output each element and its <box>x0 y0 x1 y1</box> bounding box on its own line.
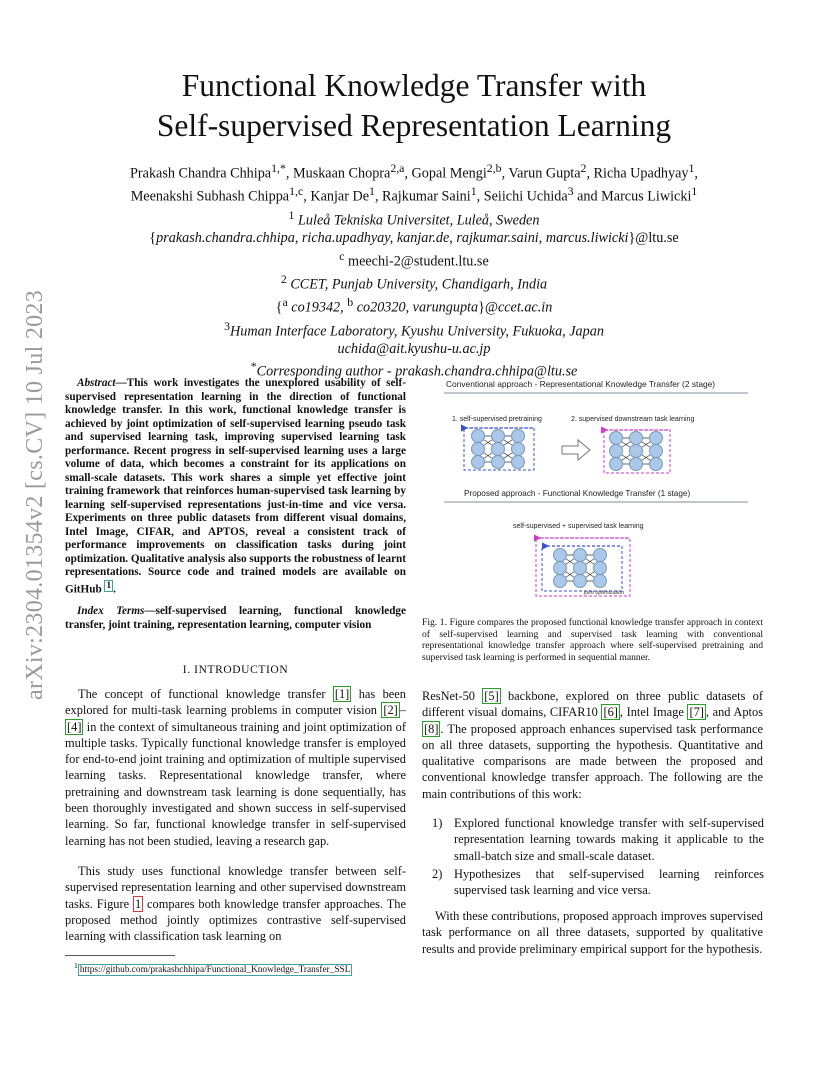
network-diagram-3 <box>554 549 607 588</box>
affiliation-1: $^1$ Luleå Tekniska Universitet, Luleå, Sweden <box>288 207 540 229</box>
email-line-2: $^c$ meechi-2@student.ltu.se <box>339 248 489 270</box>
intro-paragraph-3: ResNet-50 [5] backbone, explored on three public datasets of different visual domains, CIFAR10 [6] , Intel Image [7] , and Aptos [8] . The proposed approach enhances supervised task performance on all three datasets, supporting the hypothesis. Quantitative and qualitative comparisons are made between the proposed and conventional knowledge transfer approach. The following are the main contributions of this work: <box>422 689 764 801</box>
section-heading: I. INTRODUCTION <box>182 664 289 676</box>
footnote-mark: 1 <box>74 961 78 970</box>
author-line-1: Prakash Chandra Chhipa$^{1,*}$, Muskaan Chopra$^{2,a}$, Gopal Mengi$^{2,b}$, Varun Gupta$^2$, Richa Upadhyay$^1$, <box>130 161 698 182</box>
abstract-text: —This work investigates the unexplored usability of self-supervised representation learning in the direction of functional knowledge transfer. In this work, functional knowledge transfer is achieved by joint optimization of self-supervised learning pseudo task and supervised learning task, improving supervised learning task performance. Recent progress in self-supervised learning uses a large volume of data, which becomes a constraint for its applications on small-scale datasets. This work shares a simple yet effective joint training framework that reinforces human-supervised task learning by learning self-supervised representations just-in-time and vice versa. Experiments on three public datasets from different visual domains, Intel Image, CIFAR, and APTOS, reveal a consistent track of performance improvements on classification tasks during joint optimization. Qualitative analysis also supports the robustness of learnt representations. Source code and trained models are available on GitHub <box>65 377 406 596</box>
author-block <box>90 160 738 382</box>
contribution-item <box>432 815 764 864</box>
figure-joint-optimization-label: joint optimization <box>584 590 625 596</box>
intro-paragraph-1: The concept of functional knowledge transfer [1] has been explored for multi-task learning problems in computer vision [2] –[4] in the context of simultaneous training and joint optimization of multiple tasks. Typically functional knowledge transfer is employed for end-to-end joint training and optimization of multiple supervised learning tasks. Representational knowledge transfer, where pretraining and downstream task learning is done sequentially, has been thoroughly investigated and shown success in self-supervised learning. So far, functional knowledge transfer in self-supervised learning has not been studied, leaving a research gap. <box>65 687 406 848</box>
figure-diagram <box>430 372 760 610</box>
figure-top-title: Conventional approach - Representational Knowledge Transfer (2 stage) <box>446 379 716 389</box>
figure-stage1-label: 1. self-supervised pretraining <box>452 416 542 423</box>
contribution-number: 2) <box>432 866 443 881</box>
sequence-arrow-icon <box>562 440 590 460</box>
contribution-text: Explored functional knowledge transfer with self-supervised representation learning towards making it applicable to the small-batch size and small-scale dataset. <box>454 816 764 863</box>
title-line-1: Functional Knowledge Transfer with <box>181 68 647 103</box>
index-terms <box>65 605 406 632</box>
footnote-divider <box>65 955 175 956</box>
affiliation-3: $^3$Human Interface Laboratory, Kyushu University, Fukuoka, Japan <box>224 318 604 340</box>
intro-paragraph-4: With these contributions, proposed approach improves supervised task performance on all three datasets, supported by qualitative results and provide preliminary empirical support for the hypothesis. <box>422 909 763 956</box>
index-terms-label: Index Terms <box>77 605 145 617</box>
network-diagram-2 <box>610 432 663 471</box>
affiliation-2: $^2$ CCET, Punjab University, Chandigarh, India <box>280 271 548 293</box>
email-line-4: uchida@ait.kyushu-u.ac.jp <box>337 340 491 357</box>
contributions-list <box>432 815 764 900</box>
title-line-2: Self-supervised Representation Learning <box>156 108 672 143</box>
arxiv-identifier: arXiv:2304.01354v2 [cs.CV] 10 Jul 2023 <box>22 289 48 700</box>
abstract <box>65 377 406 597</box>
email-line-1: {prakash.chandra.chhipa, richa.upadhyay, kanjar.de, rajkumar.saini, marcus.liwicki}@ltu.se <box>149 229 679 246</box>
abstract-label: Abstract <box>77 377 116 389</box>
network-diagram-1 <box>472 430 525 469</box>
figure-caption: Fig. 1. Figure compares the proposed functional knowledge transfer approach in context of self-supervised learning and supervised task learning with conventional representational knowledge transfer approach where self-supervised pretraining and supervised task learning is performed in sequential manner. <box>422 617 763 664</box>
contribution-text: Hypothesizes that self-supervised learning reinforces supervised task learning and vice versa. <box>454 866 764 898</box>
index-terms-text: —self-supervised learning, functional knowledge transfer, joint training, representation learning, computer vision <box>65 605 406 631</box>
footnote-ref[interactable]: 1 <box>106 580 112 591</box>
footnote-link[interactable]: https://github.com/prakashchhipa/Functional_Knowledge_Transfer_SSL <box>79 965 351 976</box>
figure-bottom-title: Proposed approach - Functional Knowledge Transfer (1 stage) <box>464 489 691 498</box>
footnote <box>74 961 352 975</box>
figure-stage2-label: 2. supervised downstream task learning <box>571 416 695 423</box>
author-line-2: Meenakshi Subhash Chippa$^{1,c}$, Kanjar De$^1$, Rajkumar Saini$^1$, Seiichi Uchida$^3$ and Marcus Liwicki$^1$ <box>130 184 698 206</box>
abstract-end: . <box>113 583 116 596</box>
contribution-item <box>432 866 764 899</box>
figure-joint-label: self-supervised + supervised task learning <box>513 523 644 530</box>
intro-paragraph-2: This study uses functional knowledge transfer between self-supervised representation learning and other supervised downstream tasks. Figure 1 compares both knowledge transfer approaches. The proposed method jointly optimizes contrastive self-supervised learning with classification task learning on <box>65 864 406 944</box>
email-line-3: {$^a$ co19342, $^b$ co20320, varungupta}@ccet.ac.in <box>275 295 553 316</box>
figure-1 <box>430 372 760 610</box>
corresponding-author: *Corresponding author - prakash.chandra.chhipa@ltu.se <box>250 359 578 381</box>
paper-title <box>0 66 828 146</box>
contribution-number: 1) <box>432 816 443 830</box>
